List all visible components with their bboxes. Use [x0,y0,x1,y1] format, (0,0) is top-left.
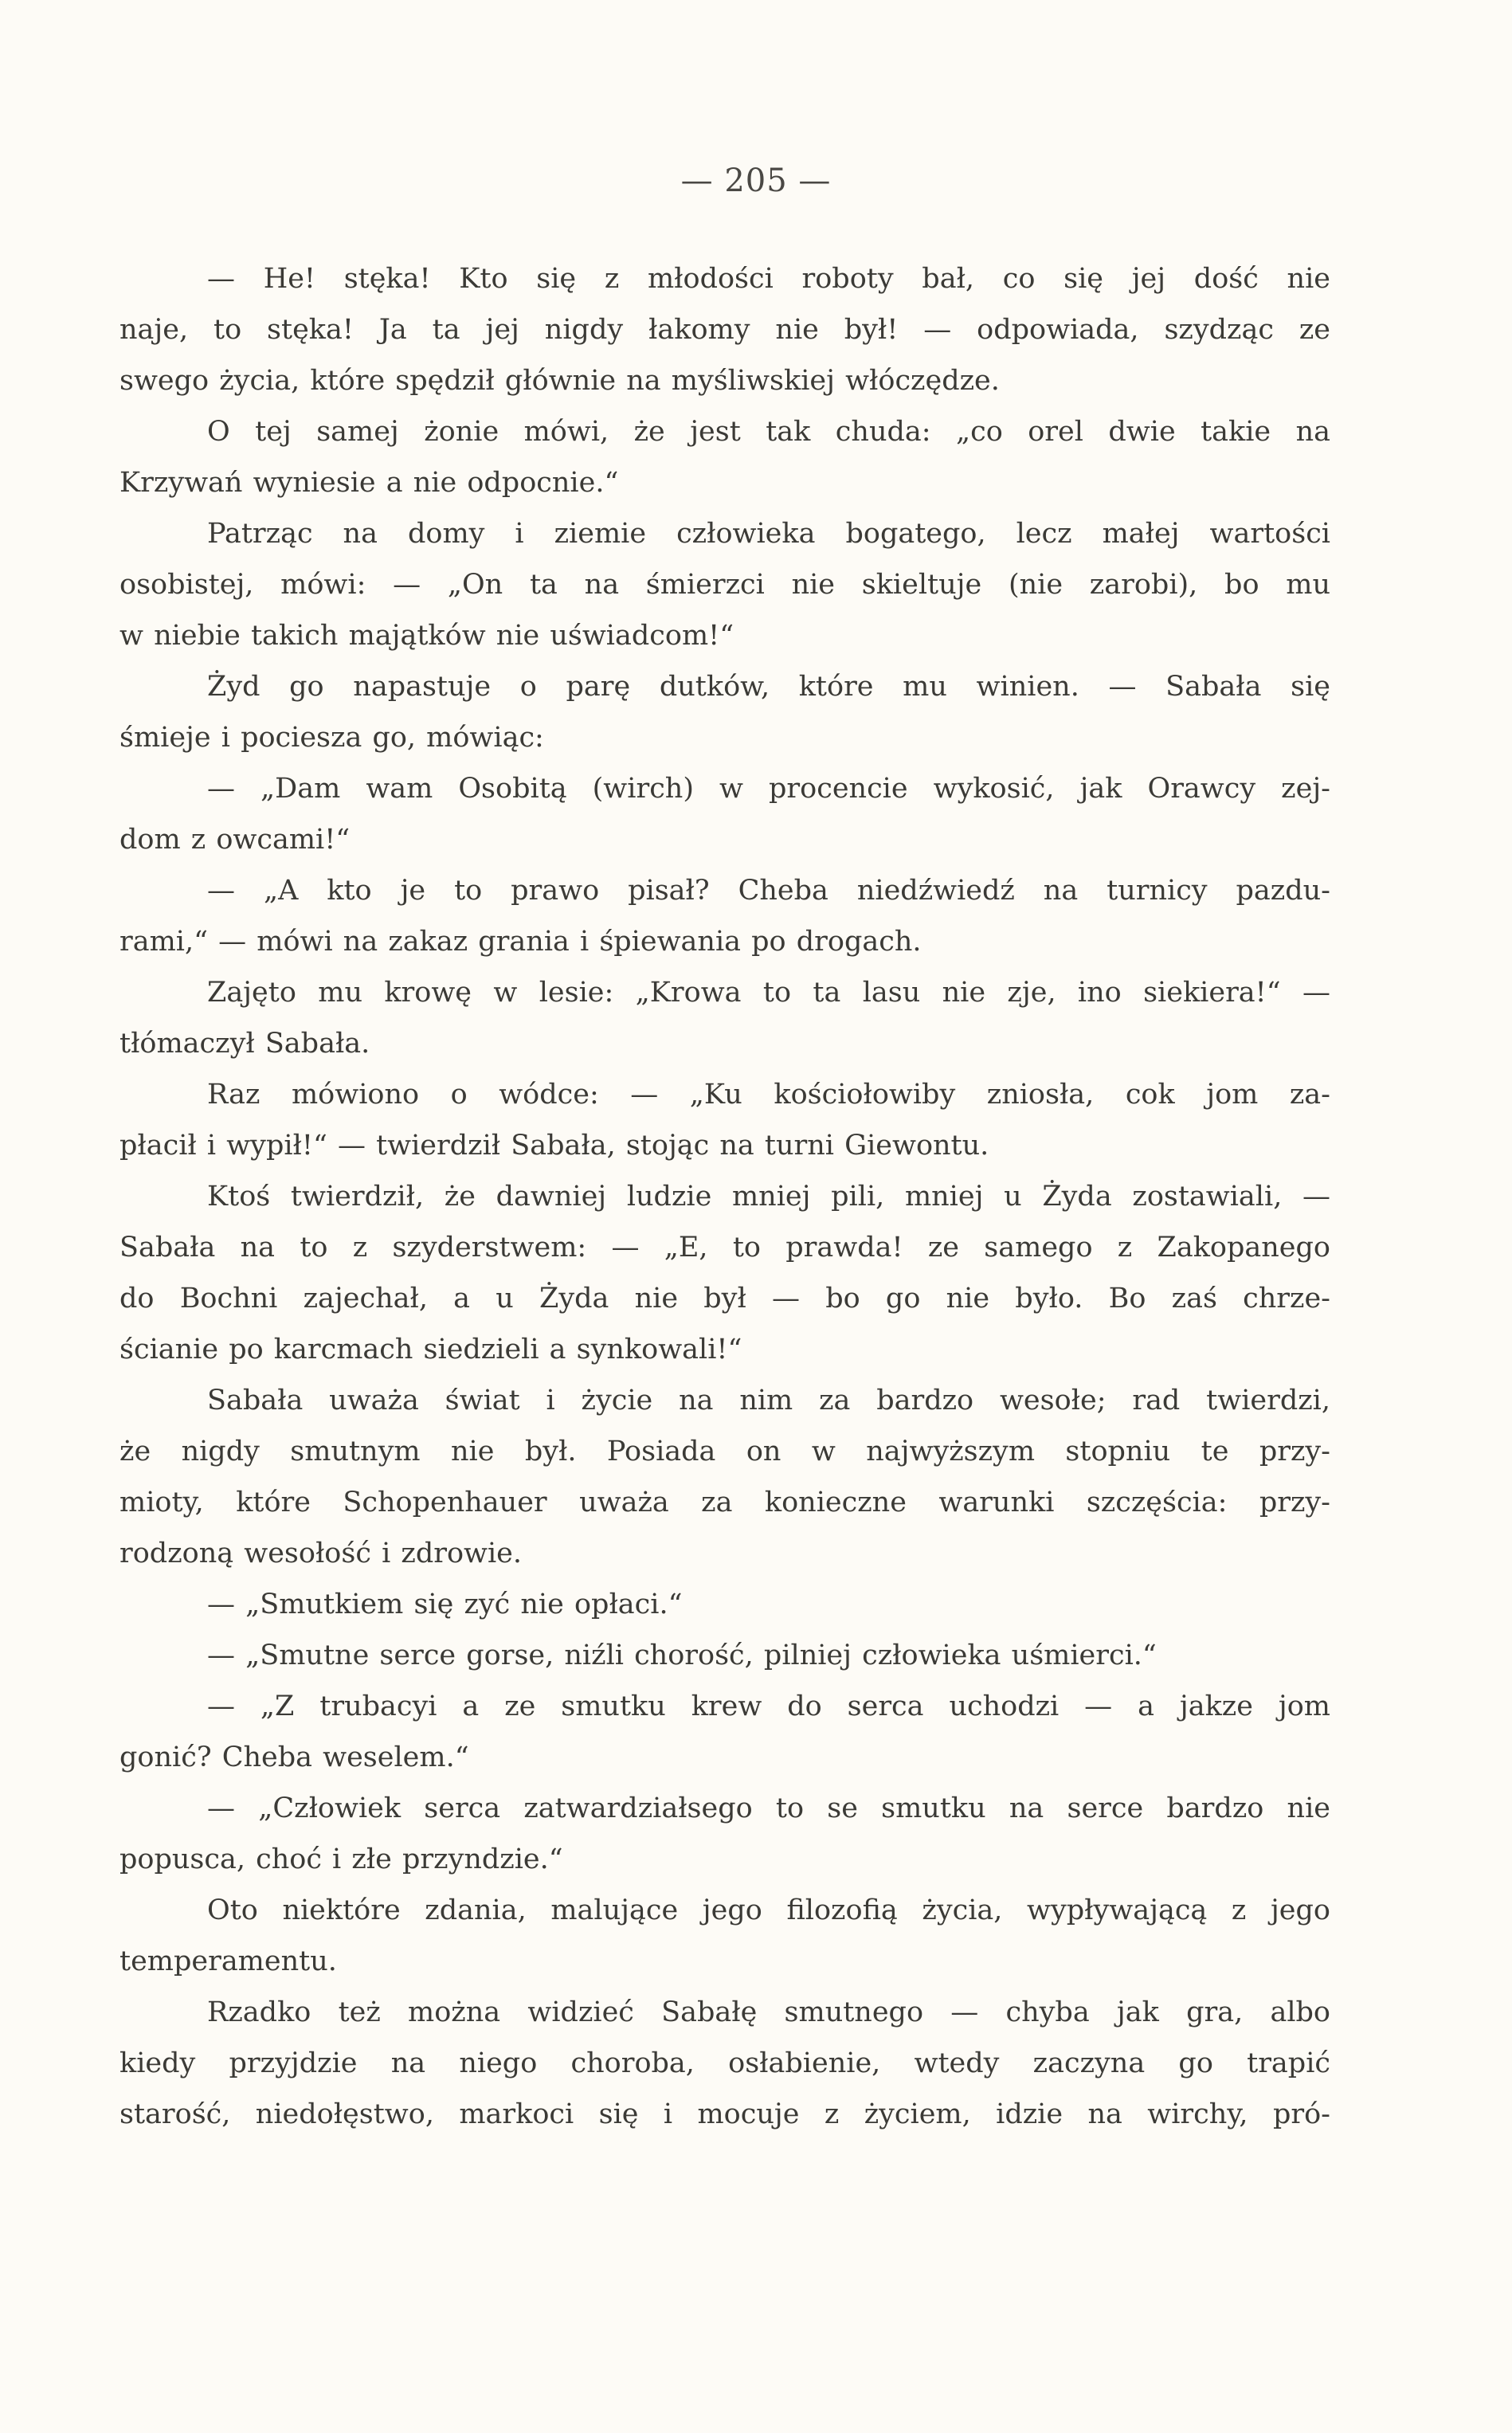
text-line: ścianie po karcmach siedzieli a synkowali!“ [119,1334,742,1365]
text-line: rami,“ — mówi na zakaz grania i śpiewania po drogach. [119,926,922,958]
text-line: rodzoną wesołość i zdrowie. [119,1538,523,1569]
text-line: — „Dam wam Osobitą (wirch) w procencie wykosić, jak Orawcy zej- [207,773,1330,805]
text-line: dom z owcami!“ [119,824,351,856]
text-line: Oto niektóre zdania, malujące jego filozofią życia, wypływającą z jego [207,1894,1330,1926]
text-line: Patrząc na domy i ziemie człowieka bogatego, lecz małej wartości [207,518,1330,550]
text-line: śmieje i pociesza go, mówiąc: [119,722,544,754]
text-line: kiedy przyjdzie na niego choroba, osłabienie, wtedy zaczyna go trapić [119,2047,1330,2079]
text-line: naje, to stęka! Ja ta jej nigdy łakomy nie był! — odpowiada, szydząc ze [119,314,1330,346]
text-line: swego życia, które spędził głównie na myśliwskiej włóczędze. [119,365,1000,397]
text-line: gonić? Cheba weselem.“ [119,1741,469,1773]
text-line: że nigdy smutnym nie był. Posiada on w najwyższym stopniu te przy- [119,1436,1330,1467]
text-line: temperamentu. [119,1945,337,1977]
text-line: płacił i wypił!“ — twierdził Sabała, stojąc na turni Giewontu. [119,1130,989,1162]
text-line: do Bochni zajechał, a u Żyda nie był — bo go nie było. Bo zaś chrze- [119,1283,1330,1314]
text-line: starość, niedołęstwo, markoci się i mocuje z życiem, idzie na wirchy, pró- [119,2098,1330,2130]
text-line: — He! stęka! Kto się z młodości roboty bał, co się jej dość nie [207,263,1330,295]
text-line: Raz mówiono o wódce: — „Ku kościołowiby zniosła, cok jom za- [207,1079,1330,1111]
text-line: Żyd go napastuje o parę dutków, które mu winien. — Sabała się [207,671,1330,703]
page-number: — 205 — [680,163,832,199]
text-line: mioty, które Schopenhauer uważa za konieczne warunki szczęścia: przy- [119,1487,1330,1518]
text-line: osobistej, mówi: — „On ta na śmierzci nie skieltuje (nie zarobi), bo mu [119,569,1330,601]
text-line: Sabała na to z szyderstwem: — „E, to prawda! ze samego z Zakopanego [119,1232,1330,1264]
text-line: O tej samej żonie mówi, że jest tak chuda: „co orel dwie takie na [207,416,1330,448]
text-line: Ktoś twierdził, że dawniej ludzie mniej pili, mniej u Żyda zostawiali, — [207,1181,1330,1213]
text-line: — „Smutne serce gorse, niźli chorość, pilniej człowieka uśmierci.“ [207,1640,1157,1671]
text-line: Zajęto mu krowę w lesie: „Krowa to ta lasu nie zje, ino siekiera!“ — [207,977,1330,1009]
text-line: Sabała uważa świat i życie na nim za bardzo wesołe; rad twierdzi, [207,1385,1330,1416]
text-line: Krzywań wyniesie a nie odpocnie.“ [119,467,619,499]
text-line: Rzadko też można widzieć Sabałę smutnego — chyba jak gra, albo [207,1996,1330,2028]
text-line: — „Smutkiem się zyć nie opłaci.“ [207,1589,683,1620]
text-line: — „A kto je to prawo pisał? Cheba niedźwiedź na turnicy pazdu- [207,875,1330,907]
text-line: — „Człowiek serca zatwardziałsego to se smutku na serce bardzo nie [207,1792,1330,1824]
text-line: w niebie takich majątków nie uświadcom!“ [119,620,734,652]
text-line: popusca, choć i złe przyndzie.“ [119,1843,563,1875]
text-line: — „Z trubacyi a ze smutku krew do serca uchodzi — a jakze jom [207,1691,1330,1722]
text-line: tłómaczył Sabała. [119,1028,370,1060]
body-text [119,253,1330,2140]
